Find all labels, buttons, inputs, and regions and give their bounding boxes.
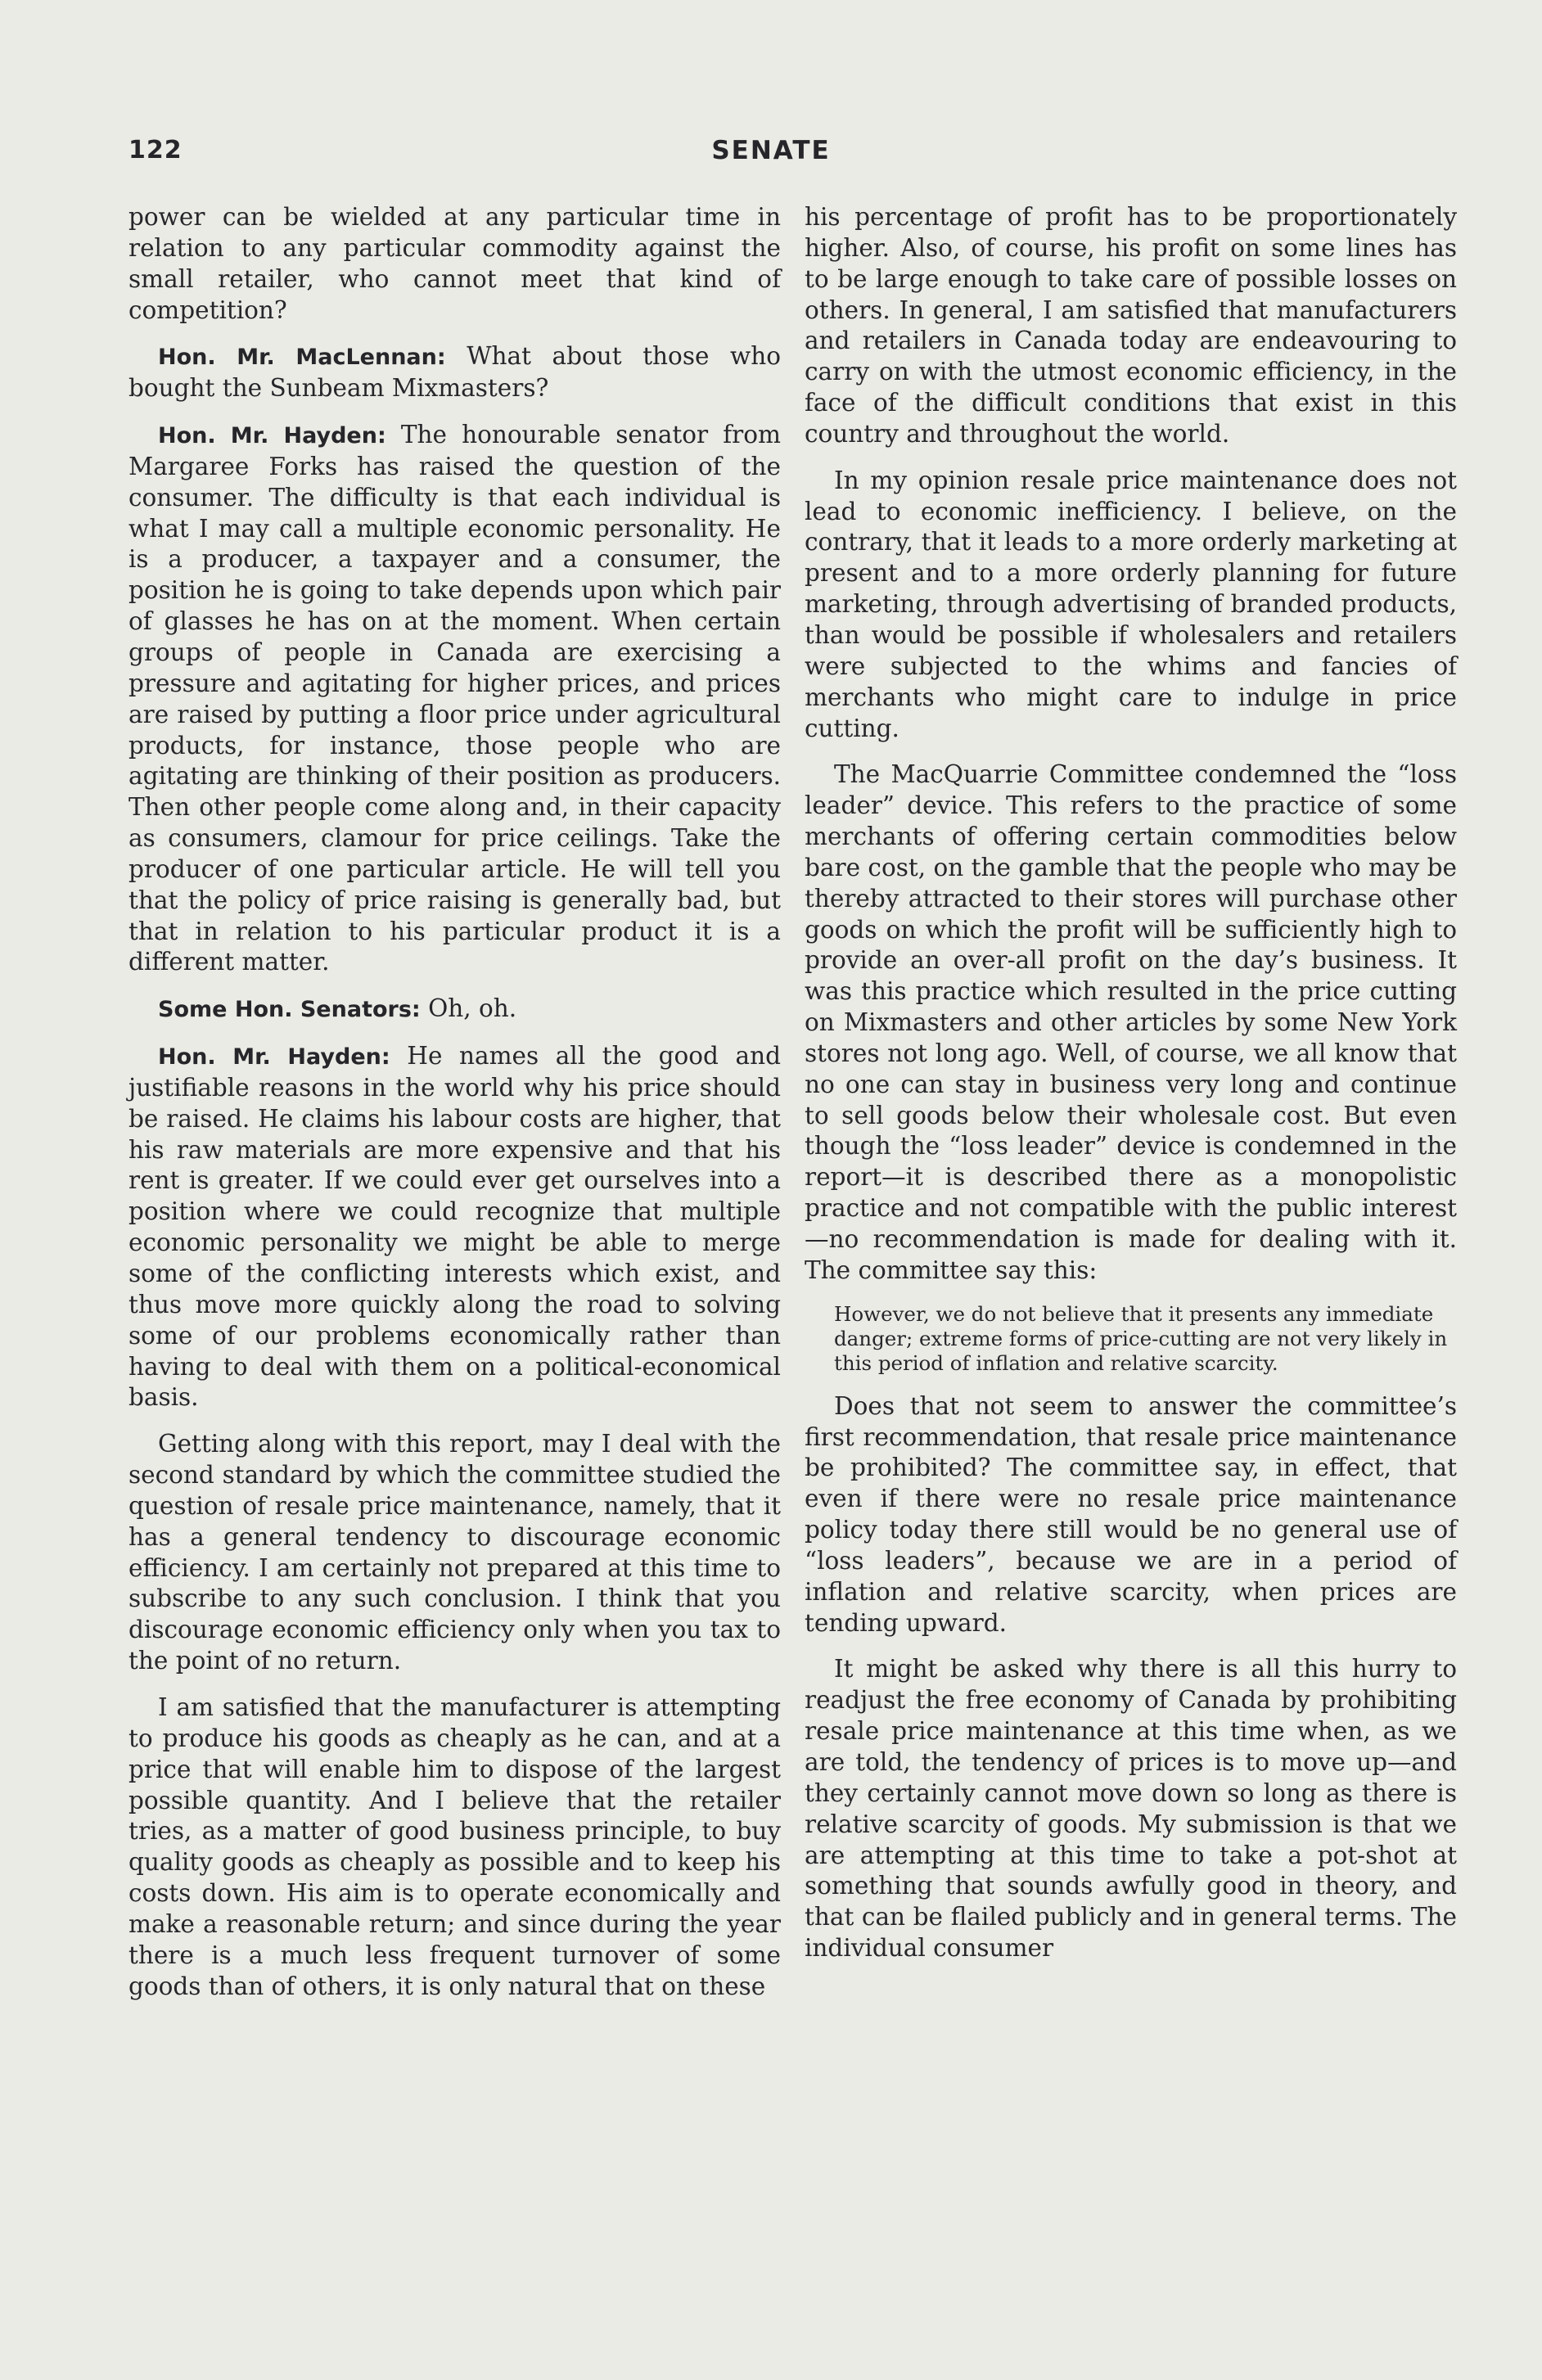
paragraph: In my opinion resale price maintenance does not lead to economic inefficiency. I believe, on the contrary, that it leads to a more orderly marketing at present and to a more orderly planning for future marketing, through advertising of branded products, than would be possible if wholesalers and retailers were subjected to the whims and fancies of merchants who might care to indulge in price cutting. [805, 466, 1457, 742]
report-quotation: However, we do not believe that it presents any immediate danger; extreme forms of price-cutting are not very likely in this period of inflation and relative scarcity. [834, 1301, 1448, 1375]
paragraph-text: power can be wielded at any particular time in relation to any particular commodity against the small retailer, who cannot meet that kind of competition? [128, 203, 781, 324]
paragraph: It might be asked why there is all this hurry to readjust the free economy of Canada by prohibiting resale price maintenance at this time when, as we are told, the tendency of prices is to move up—and they certainly cannot move down so long as there is relative scarcity of goods. My submission is that we are attempting at this time to take a pot-shot at something that sounds awfully good in theory, and that can be flailed publicly and in general terms. The individual consumer [805, 1655, 1457, 1963]
paragraph [128, 1429, 781, 1677]
paragraph-text: Getting along with this report, may I deal with the second standard by which the committee studied the question of resale price maintenance, namely, that it has a general tendency to discourage economic efficiency. I am certainly not prepared at this time to subscribe to any such conclusion. I think that you discourage economic efficiency only when you tax to the point of no return. [128, 1430, 781, 1675]
speaker-name: Some Hon. Senators: [158, 997, 421, 1023]
speech-paragraph [128, 341, 781, 404]
left-column [128, 202, 781, 2017]
paragraph-text: I am satisfied that the manufacturer is attempting to produce his goods as cheaply as he can, and at a price that will enable him to dispose of the largest possible quantity. And I believe that the retailer tries, as a matter of good business principle, to buy quality goods as cheaply as possible and to keep his costs down. His aim is to operate economically and make a reasonable return; and since during the year there is a much less frequent turnover of some goods than of others, it is only natural that on these [128, 1693, 781, 2000]
paragraph: The MacQuarrie Committee condemned the “loss leader” device. This refers to the practice of some merchants of offering certain commodities below bare cost, on the gamble that the people who may be thereby attracted to their stores will purchase other goods on which the profit will be sufficiently high to provide an over-all profit on the day’s business. It was this practice which resulted in the price cutting on Mixmasters and other articles by some New York stores not long ago. Well, of course, we all know that no one can stay in business very long and continue to sell goods below their wholesale cost. But even though the “loss leader” device is condemned in the report—it is described there as a monopolistic practice and not compatible with the public interest—no recommendation is made for dealing with it. The committee say this: [805, 760, 1457, 1284]
speech-paragraph [128, 994, 781, 1025]
paragraph [128, 1693, 781, 2002]
page-number: 122 [128, 136, 183, 165]
running-head: SENATE [711, 136, 831, 165]
speech-text: The honourable senator from Margaree Forks has raised the question of the consumer. The difficulty is that each individual is what I may call a multiple economic personality. He is a producer, a taxpayer and a consumer, the position he is going to take depends upon which pair of glasses he has on at the moment. When certain groups of people in Canada are exercising a pressure and agitating for higher prices, and prices are raised by putting a floor price under agricultural products, for instance, those people who are agitating are thinking of their position as producers. Then other people come along and, in their capacity as consumers, clamour for price ceilings. Take the producer of one particular article. He will tell you that the policy of price raising is generally bad, but that in relation to his particular product it is a different matter. [128, 421, 781, 976]
speech-text: What about those who bought the Sunbeam Mixmasters? [128, 342, 781, 403]
paragraph [128, 202, 781, 326]
speech-text: Oh, oh. [428, 994, 517, 1023]
speaker-name: Hon. Mr. Hayden: [158, 1044, 390, 1071]
speech-paragraph [128, 1041, 781, 1413]
speech-paragraph [128, 420, 781, 978]
paragraph: Does that not seem to answer the committee’s first recommendation, that resale price maintenance be prohibited? The committee say, in effect, that even if there were no resale price maintenance policy today there still would be no general use of “loss leaders”, because we are in a period of inflation and relative scarcity, when prices are tending upward. [805, 1391, 1457, 1637]
right-column [805, 202, 1457, 1980]
speech-text: He names all the good and justifiable reasons in the world why his price should be raised. He claims his labour costs are higher, that his raw materials are more expensive and that his rent is greater. If we could ever get ourselves into a position where we could recognize that multiple economic personality we might be able to merge some of the conflicting interests which exist, and thus move more quickly along the road to solving some of our problems economically rather than having to deal with them on a political-economical basis. [128, 1042, 781, 1412]
paragraph: his percentage of profit has to be proportionately higher. Also, of course, his profit on some lines has to be large enough to take care of possible losses on others. In general, I am satisfied that manufacturers and retailers in Canada today are endeavouring to carry on with the utmost economic efficiency, in the face of the difficult conditions that exist in this country and throughout the world. [805, 203, 1457, 448]
speaker-name: Hon. Mr. Hayden: [158, 423, 386, 449]
speaker-name: Hon. Mr. MacLennan: [158, 345, 446, 371]
